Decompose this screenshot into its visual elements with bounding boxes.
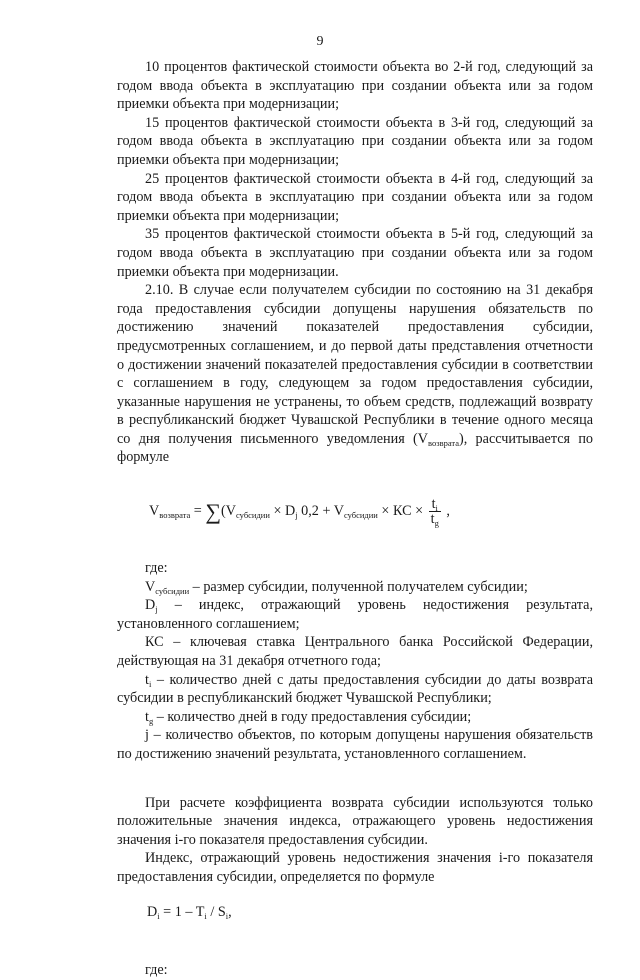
definition-j: j – количество объектов, по которым допущены нарушения обязательств по достижению значений результата, установленного соглашением. — [117, 727, 593, 762]
fraction-ti-tg: $\frac{t_i}{t_g}$ — [430, 496, 439, 529]
paragraph-year-4: 25 процентов фактической стоимости объекта в 4-й год, следующий за годом ввода объекта в эксплуатацию при создании объекта или за годом приемки объекта при модернизации; — [117, 170, 593, 224]
sum-symbol: ∑ — [205, 498, 222, 524]
formula-return-volume: $V_{возврата} = \sum(V_{субсидии} \times D_j$ $0,2 + V_{субсидии}$ × КС × $\frac{t_i}{t_g}$ , — [149, 496, 450, 529]
paragraph-year-2: 10 процентов фактической стоимости объекта во 2-й год, следующий за годом ввода объекта в эксплуатацию при создании объекта или за годом приемки объекта при модернизации; — [117, 59, 593, 113]
paragraph-2-10: 2.10. В случае если получателем субсидии по состоянию на 31 декабря года предоставления субсидии допущены нарушения обязательств по достижению значений показателей предоставления субсидии, предусмотренных соглашением, и до первой даты представления отчетности о достижении значений показателей предоставления субсидии в соответствии с соглашением в году, следующем за годом предоставления субсидии, указанные нарушения не устранены, то объем средств, подлежащий возврату в республиканский бюджет Чувашской Республики в течение одного месяца со дня получения письменного уведомления $(V_{возврата})$, рассчитывается по формуле — [117, 282, 593, 466]
document-body — [117, 58, 593, 980]
formula-index-dj: $D_i = 1 - T_i / S_i$, — [147, 903, 232, 921]
definition-tg: $t_g$ – количество дней в году предоставления субсидии; — [145, 708, 472, 726]
definition-dj: $D_j$ – индекс, отражающий уровень недостижения результата, установленного соглашением; — [117, 597, 593, 632]
page-number: 9 — [316, 34, 324, 49]
paragraph-positive-index: При расчете коэффициента возврата субсидии используются только положительные значения индекса, отражающего уровень недостижения значения i-го показателя предоставления субсидии. — [117, 794, 593, 848]
definition-kc: КС – ключевая ставка Центрального банка Российской Федерации, действующая на 31 декабря отчетного года; — [117, 634, 593, 670]
paragraph-index-formula: Индекс, отражающий уровень недостижения значения i-го показателя предоставления субсидии, определяется по формуле — [117, 850, 593, 885]
paragraph-year-3: 15 процентов фактической стоимости объекта в 3-й год, следующий за годом ввода объекта в эксплуатацию при создании объекта или за годом приемки объекта при модернизации; — [117, 114, 593, 168]
where-label: где: — [145, 560, 168, 577]
where-label-2: где: — [145, 962, 168, 979]
definition-v-subsidy: $V_{субсидии}$ – размер субсидии, полученной получателем субсидии; — [145, 578, 528, 596]
paragraph-year-5: 35 процентов фактической стоимости объекта в 5-й год, следующий за годом ввода объекта в эксплуатацию при создании объекта или за годом приемки объекта при модернизации. — [117, 226, 593, 280]
definition-ti: $t_i$ – количество дней с даты предоставления субсидии до даты возврата субсидии в республиканский бюджет Чувашской Республики; — [117, 671, 593, 707]
